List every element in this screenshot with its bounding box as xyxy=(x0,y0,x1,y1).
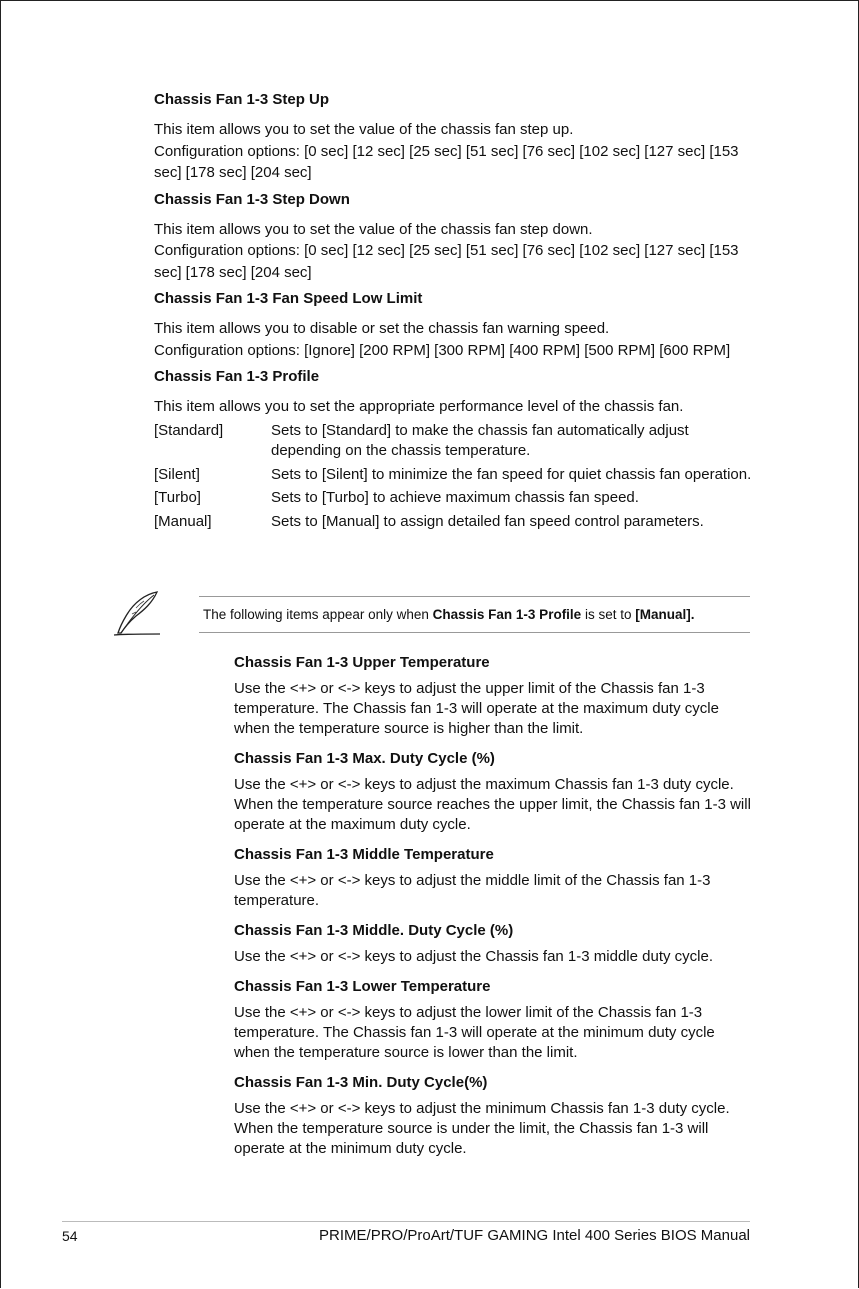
section-speed-low-limit xyxy=(154,289,754,361)
section-description: This item allows you to set the value of the chassis fan step down. xyxy=(154,220,593,238)
manual-item-desc: Use the <+> or <-> keys to adjust the lower limit of the Chassis fan 1-3 temperature. The Chassis fan 1-3 will operate at the minimum duty cycle when the temperature source is lower than the limit. xyxy=(234,1004,715,1061)
manual-item-desc: Use the <+> or <-> keys to adjust the middle limit of the Chassis fan 1-3 temperature. xyxy=(234,872,711,909)
footer-rule xyxy=(62,1221,750,1222)
manual-item-title: Chassis Fan 1-3 Min. Duty Cycle(%) xyxy=(234,1074,488,1091)
manual-item-title: Chassis Fan 1-3 Middle Temperature xyxy=(234,846,494,863)
note-box xyxy=(110,588,750,638)
note-bottom-rule xyxy=(199,632,750,633)
manual-title: PRIME/PRO/ProArt/TUF GAMING Intel 400 Series BIOS Manual xyxy=(319,1227,750,1244)
profile-option-row xyxy=(154,488,754,509)
section-description: This item allows you to set the value of the chassis fan step up. xyxy=(154,121,574,138)
manual-item-title: Chassis Fan 1-3 Upper Temperature xyxy=(234,654,490,671)
profile-option-name: [Turbo] xyxy=(154,489,201,506)
note-top-rule xyxy=(199,596,750,597)
quill-icon xyxy=(110,588,164,640)
manual-item-title: Chassis Fan 1-3 Middle. Duty Cycle (%) xyxy=(234,922,514,939)
section-config-options: Configuration options: [0 sec] [12 sec] [25 sec] [51 sec] [76 sec] [102 sec] [127 sec] [153 sec] [178 sec] [204 sec] xyxy=(154,242,739,281)
note-text xyxy=(203,606,694,624)
manual-item xyxy=(234,845,754,911)
section-step-up xyxy=(154,90,754,184)
section-step-down xyxy=(154,190,754,284)
manual-item-title: Chassis Fan 1-3 Lower Temperature xyxy=(234,978,491,995)
section-description: This item allows you to disable or set the chassis fan warning speed. xyxy=(154,320,610,337)
profile-option-row xyxy=(154,512,754,533)
manual-item xyxy=(234,977,754,1063)
note-bold-value: [Manual]. xyxy=(635,607,695,622)
section-title: Chassis Fan 1-3 Fan Speed Low Limit xyxy=(154,290,423,307)
profile-option-desc: Sets to [Manual] to assign detailed fan speed control parameters. xyxy=(271,512,704,530)
profile-option-row xyxy=(154,421,754,462)
manual-item xyxy=(234,1073,754,1159)
profile-option-row xyxy=(154,465,754,486)
profile-option-desc: Sets to [Silent] to minimize the fan speed for quiet chassis fan operation. xyxy=(271,465,752,483)
manual-item-desc: Use the <+> or <-> keys to adjust the upper limit of the Chassis fan 1-3 temperature. The Chassis fan 1-3 will operate at the maximum duty cycle when the temperature source is higher than the limit. xyxy=(234,680,719,737)
note-prefix: The following items appear only when xyxy=(203,607,433,622)
profile-option-name: [Manual] xyxy=(154,512,212,530)
section-config-options: Configuration options: [Ignore] [200 RPM] [300 RPM] [400 RPM] [500 RPM] [600 RPM] xyxy=(154,341,731,359)
manual-item-desc: Use the <+> or <-> keys to adjust the maximum Chassis fan 1-3 duty cycle. When the temperature source reaches the upper limit, the Chassis fan 1-3 will operate at the maximum duty cycle. xyxy=(234,776,751,833)
manual-settings xyxy=(234,653,754,1169)
manual-item xyxy=(234,921,754,967)
settings-content xyxy=(154,90,754,538)
section-title: Chassis Fan 1-3 Step Up xyxy=(154,91,330,108)
manual-item-title: Chassis Fan 1-3 Max. Duty Cycle (%) xyxy=(234,750,495,767)
profile-option-name: [Standard] xyxy=(154,421,224,439)
manual-item xyxy=(234,653,754,739)
section-config-options: Configuration options: [0 sec] [12 sec] [25 sec] [51 sec] [76 sec] [102 sec] [127 sec] [153 sec] [178 sec] [204 sec] xyxy=(154,142,739,181)
section-profile xyxy=(154,367,754,532)
manual-item-desc: Use the <+> or <-> keys to adjust the minimum Chassis fan 1-3 duty cycle. When the temperature source is under the limit, the Chassis fan 1-3 will operate at the minimum duty cycle. xyxy=(234,1100,730,1157)
page-number: 54 xyxy=(62,1228,78,1244)
note-middle: is set to xyxy=(581,607,636,622)
section-title: Chassis Fan 1-3 Profile xyxy=(154,368,320,385)
profile-option-name: [Silent] xyxy=(154,465,200,483)
manual-item-desc: Use the <+> or <-> keys to adjust the Chassis fan 1-3 middle duty cycle. xyxy=(234,948,713,965)
note-bold-item: Chassis Fan 1-3 Profile xyxy=(432,607,582,622)
section-title: Chassis Fan 1-3 Step Down xyxy=(154,190,350,208)
profile-option-desc: Sets to [Standard] to make the chassis fan automatically adjust depending on the chassis temperature. xyxy=(271,421,689,459)
manual-item xyxy=(234,749,754,835)
section-description: This item allows you to set the appropriate performance level of the chassis fan. xyxy=(154,398,684,415)
profile-option-desc: Sets to [Turbo] to achieve maximum chassis fan speed. xyxy=(271,489,639,506)
